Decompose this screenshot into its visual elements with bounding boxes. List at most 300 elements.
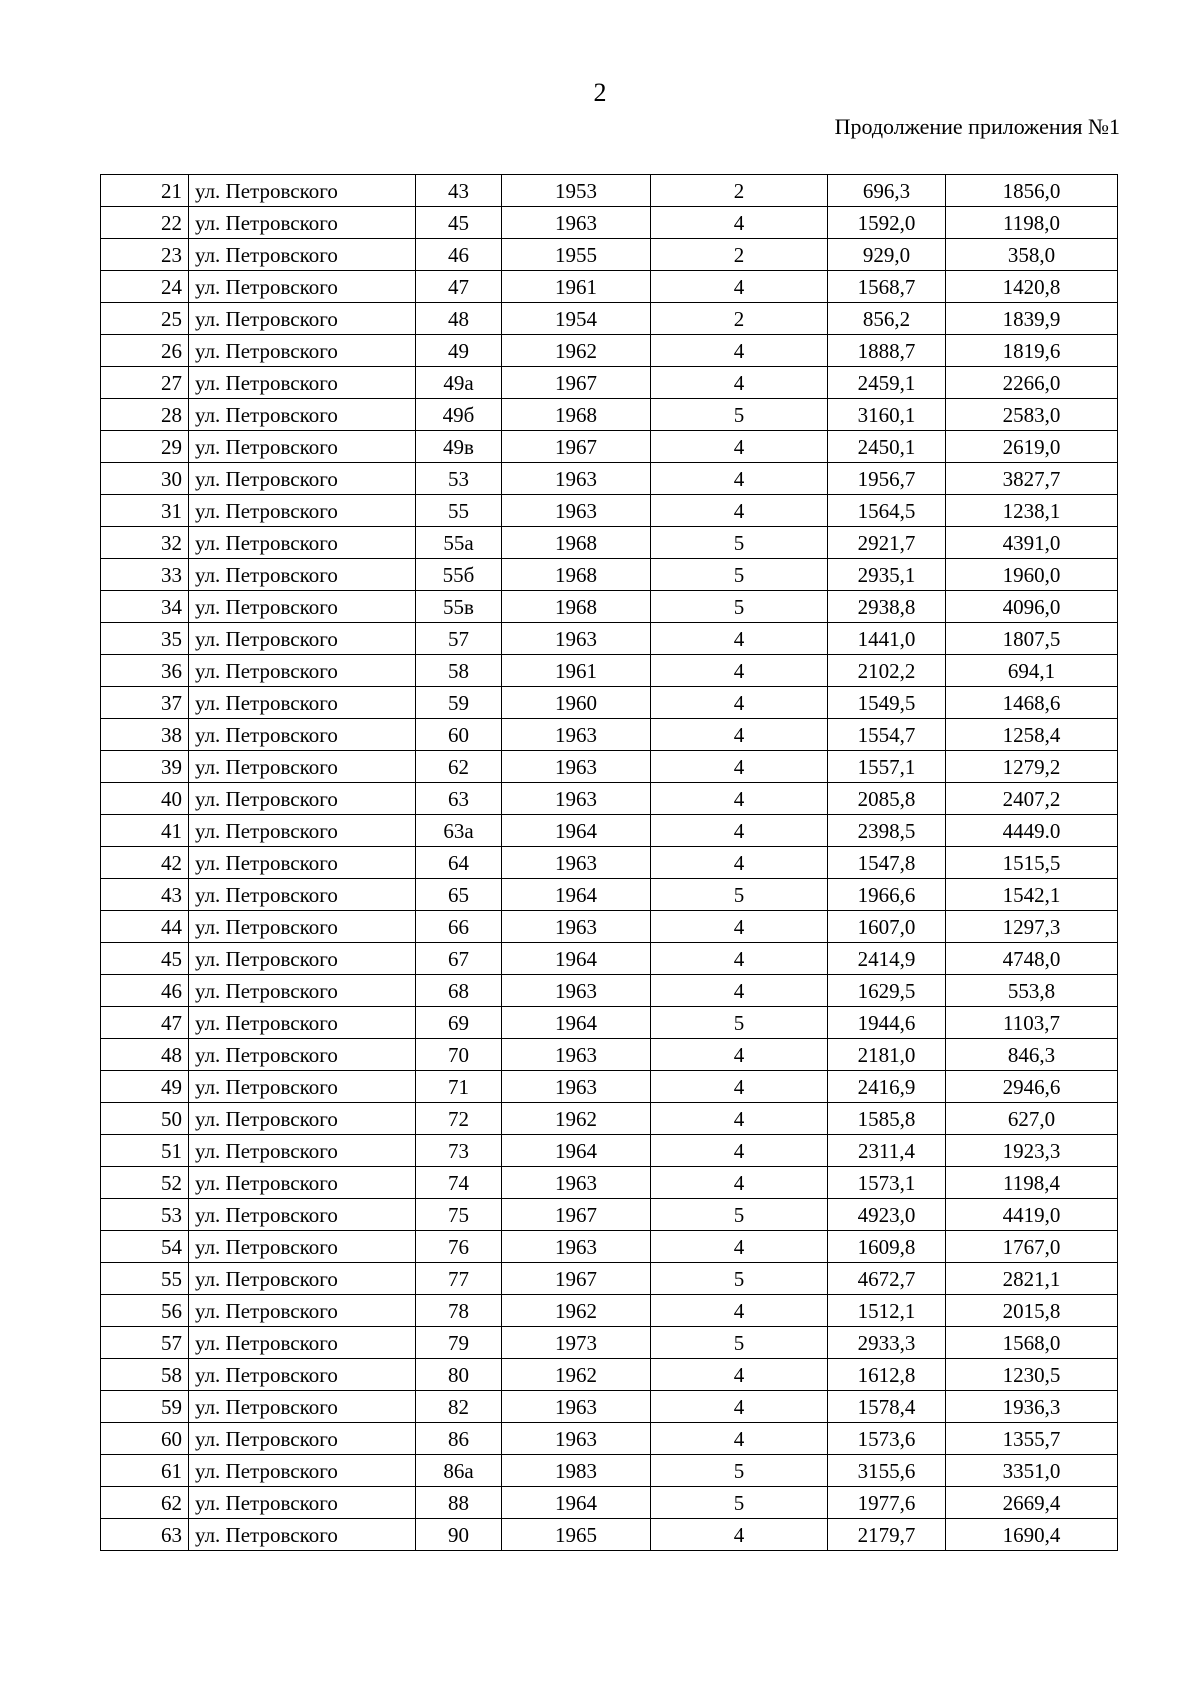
- table-row: [101, 1295, 1118, 1327]
- floor-count-cell: 4: [651, 975, 828, 1007]
- building-area-cell: 3155,6: [828, 1455, 946, 1487]
- house-number-cell: 49в: [416, 431, 502, 463]
- floor-count-cell: 4: [651, 623, 828, 655]
- floor-count-cell: 2: [651, 303, 828, 335]
- building-area-cell: 1607,0: [828, 911, 946, 943]
- house-number-cell: 53: [416, 463, 502, 495]
- street-name-cell: ул. Петровского: [189, 463, 416, 495]
- land-area-cell: 3351,0: [946, 1455, 1118, 1487]
- house-number-cell: 66: [416, 911, 502, 943]
- house-number-cell: 58: [416, 655, 502, 687]
- table-row: [101, 335, 1118, 367]
- street-name-cell: ул. Петровского: [189, 879, 416, 911]
- street-name-cell: ул. Петровского: [189, 1103, 416, 1135]
- land-area-cell: 1936,3: [946, 1391, 1118, 1423]
- street-name-cell: ул. Петровского: [189, 271, 416, 303]
- house-number-cell: 69: [416, 1007, 502, 1039]
- table-row: [101, 1455, 1118, 1487]
- house-number-cell: 43: [416, 175, 502, 207]
- land-area-cell: 358,0: [946, 239, 1118, 271]
- floor-count-cell: 5: [651, 1455, 828, 1487]
- row-number-cell: 40: [101, 783, 189, 815]
- row-number-cell: 48: [101, 1039, 189, 1071]
- row-number-cell: 49: [101, 1071, 189, 1103]
- street-name-cell: ул. Петровского: [189, 1391, 416, 1423]
- row-number-cell: 25: [101, 303, 189, 335]
- row-number-cell: 28: [101, 399, 189, 431]
- floor-count-cell: 4: [651, 1135, 828, 1167]
- table-row: [101, 1423, 1118, 1455]
- house-number-cell: 63а: [416, 815, 502, 847]
- floor-count-cell: 4: [651, 1071, 828, 1103]
- table-row: [101, 1263, 1118, 1295]
- land-area-cell: 4748,0: [946, 943, 1118, 975]
- house-number-cell: 49: [416, 335, 502, 367]
- construction-year-cell: 1964: [502, 1007, 651, 1039]
- land-area-cell: 1960,0: [946, 559, 1118, 591]
- table-row: [101, 1391, 1118, 1423]
- building-area-cell: 1612,8: [828, 1359, 946, 1391]
- row-number-cell: 31: [101, 495, 189, 527]
- land-area-cell: 1103,7: [946, 1007, 1118, 1039]
- floor-count-cell: 4: [651, 1231, 828, 1263]
- construction-year-cell: 1963: [502, 463, 651, 495]
- table-row: [101, 623, 1118, 655]
- table-row: [101, 1167, 1118, 1199]
- floor-count-cell: 4: [651, 783, 828, 815]
- table-row: [101, 175, 1118, 207]
- row-number-cell: 33: [101, 559, 189, 591]
- land-area-cell: 4391,0: [946, 527, 1118, 559]
- table-row: [101, 463, 1118, 495]
- building-area-cell: 1564,5: [828, 495, 946, 527]
- street-name-cell: ул. Петровского: [189, 1327, 416, 1359]
- table-row: [101, 1135, 1118, 1167]
- floor-count-cell: 4: [651, 655, 828, 687]
- floor-count-cell: 4: [651, 1103, 828, 1135]
- construction-year-cell: 1963: [502, 1167, 651, 1199]
- building-area-cell: 1549,5: [828, 687, 946, 719]
- building-area-cell: 4923,0: [828, 1199, 946, 1231]
- house-number-cell: 86: [416, 1423, 502, 1455]
- house-number-cell: 59: [416, 687, 502, 719]
- street-name-cell: ул. Петровского: [189, 495, 416, 527]
- building-area-cell: 2459,1: [828, 367, 946, 399]
- construction-year-cell: 1963: [502, 623, 651, 655]
- table-row: [101, 367, 1118, 399]
- building-area-cell: 1956,7: [828, 463, 946, 495]
- land-area-cell: 1568,0: [946, 1327, 1118, 1359]
- construction-year-cell: 1964: [502, 879, 651, 911]
- land-area-cell: 1279,2: [946, 751, 1118, 783]
- construction-year-cell: 1964: [502, 1487, 651, 1519]
- construction-year-cell: 1963: [502, 207, 651, 239]
- street-name-cell: ул. Петровского: [189, 1135, 416, 1167]
- land-area-cell: 2821,1: [946, 1263, 1118, 1295]
- construction-year-cell: 1961: [502, 271, 651, 303]
- building-area-cell: 2935,1: [828, 559, 946, 591]
- row-number-cell: 34: [101, 591, 189, 623]
- building-area-cell: 1557,1: [828, 751, 946, 783]
- house-number-cell: 76: [416, 1231, 502, 1263]
- table-row: [101, 559, 1118, 591]
- row-number-cell: 41: [101, 815, 189, 847]
- row-number-cell: 22: [101, 207, 189, 239]
- floor-count-cell: 4: [651, 207, 828, 239]
- building-area-cell: 1554,7: [828, 719, 946, 751]
- floor-count-cell: 4: [651, 943, 828, 975]
- street-name-cell: ул. Петровского: [189, 591, 416, 623]
- construction-year-cell: 1964: [502, 815, 651, 847]
- house-number-cell: 48: [416, 303, 502, 335]
- street-name-cell: ул. Петровского: [189, 815, 416, 847]
- construction-year-cell: 1967: [502, 1263, 651, 1295]
- street-name-cell: ул. Петровского: [189, 1263, 416, 1295]
- house-number-cell: 55а: [416, 527, 502, 559]
- table-row: [101, 943, 1118, 975]
- street-name-cell: ул. Петровского: [189, 1519, 416, 1551]
- land-area-cell: 1690,4: [946, 1519, 1118, 1551]
- floor-count-cell: 2: [651, 239, 828, 271]
- construction-year-cell: 1963: [502, 1231, 651, 1263]
- table-row: [101, 431, 1118, 463]
- street-name-cell: ул. Петровского: [189, 367, 416, 399]
- land-area-cell: 2407,2: [946, 783, 1118, 815]
- land-area-cell: 1355,7: [946, 1423, 1118, 1455]
- street-name-cell: ул. Петровского: [189, 1039, 416, 1071]
- building-area-cell: 1592,0: [828, 207, 946, 239]
- house-number-cell: 67: [416, 943, 502, 975]
- table-row: [101, 239, 1118, 271]
- land-area-cell: 1923,3: [946, 1135, 1118, 1167]
- construction-year-cell: 1962: [502, 1295, 651, 1327]
- table-row: [101, 527, 1118, 559]
- building-area-cell: 1977,6: [828, 1487, 946, 1519]
- land-area-cell: 2583,0: [946, 399, 1118, 431]
- construction-year-cell: 1961: [502, 655, 651, 687]
- row-number-cell: 62: [101, 1487, 189, 1519]
- house-number-cell: 86а: [416, 1455, 502, 1487]
- row-number-cell: 38: [101, 719, 189, 751]
- house-number-cell: 55: [416, 495, 502, 527]
- row-number-cell: 52: [101, 1167, 189, 1199]
- construction-year-cell: 1967: [502, 431, 651, 463]
- floor-count-cell: 5: [651, 559, 828, 591]
- construction-year-cell: 1963: [502, 1039, 651, 1071]
- street-name-cell: ул. Петровского: [189, 1199, 416, 1231]
- street-name-cell: ул. Петровского: [189, 975, 416, 1007]
- building-area-cell: 1441,0: [828, 623, 946, 655]
- building-area-cell: 2311,4: [828, 1135, 946, 1167]
- row-number-cell: 44: [101, 911, 189, 943]
- floor-count-cell: 4: [651, 751, 828, 783]
- table-row: [101, 1103, 1118, 1135]
- land-area-cell: 1542,1: [946, 879, 1118, 911]
- building-area-cell: 2181,0: [828, 1039, 946, 1071]
- floor-count-cell: 4: [651, 1359, 828, 1391]
- building-area-cell: 1512,1: [828, 1295, 946, 1327]
- building-area-cell: 696,3: [828, 175, 946, 207]
- floor-count-cell: 4: [651, 495, 828, 527]
- building-area-cell: 1568,7: [828, 271, 946, 303]
- building-area-cell: 2416,9: [828, 1071, 946, 1103]
- street-name-cell: ул. Петровского: [189, 239, 416, 271]
- construction-year-cell: 1953: [502, 175, 651, 207]
- land-area-cell: 4096,0: [946, 591, 1118, 623]
- house-number-cell: 46: [416, 239, 502, 271]
- floor-count-cell: 4: [651, 1295, 828, 1327]
- table-row: [101, 1519, 1118, 1551]
- building-area-cell: 2921,7: [828, 527, 946, 559]
- building-area-cell: 1585,8: [828, 1103, 946, 1135]
- house-number-cell: 70: [416, 1039, 502, 1071]
- construction-year-cell: 1963: [502, 847, 651, 879]
- house-number-cell: 62: [416, 751, 502, 783]
- house-number-cell: 64: [416, 847, 502, 879]
- floor-count-cell: 5: [651, 879, 828, 911]
- building-area-cell: 1888,7: [828, 335, 946, 367]
- table-row: [101, 1007, 1118, 1039]
- construction-year-cell: 1963: [502, 975, 651, 1007]
- table-row: [101, 303, 1118, 335]
- land-area-cell: 2266,0: [946, 367, 1118, 399]
- house-number-cell: 73: [416, 1135, 502, 1167]
- row-number-cell: 60: [101, 1423, 189, 1455]
- street-name-cell: ул. Петровского: [189, 559, 416, 591]
- street-name-cell: ул. Петровского: [189, 1007, 416, 1039]
- construction-year-cell: 1962: [502, 335, 651, 367]
- land-area-cell: 4449.0: [946, 815, 1118, 847]
- row-number-cell: 30: [101, 463, 189, 495]
- construction-year-cell: 1963: [502, 495, 651, 527]
- house-number-cell: 75: [416, 1199, 502, 1231]
- building-area-cell: 1966,6: [828, 879, 946, 911]
- building-area-cell: 2179,7: [828, 1519, 946, 1551]
- table-row: [101, 719, 1118, 751]
- building-area-cell: 1547,8: [828, 847, 946, 879]
- street-name-cell: ул. Петровского: [189, 1295, 416, 1327]
- building-area-cell: 1609,8: [828, 1231, 946, 1263]
- table-row: [101, 751, 1118, 783]
- construction-year-cell: 1963: [502, 1391, 651, 1423]
- floor-count-cell: 5: [651, 1007, 828, 1039]
- street-name-cell: ул. Петровского: [189, 1167, 416, 1199]
- construction-year-cell: 1964: [502, 943, 651, 975]
- floor-count-cell: 4: [651, 847, 828, 879]
- row-number-cell: 58: [101, 1359, 189, 1391]
- house-number-cell: 78: [416, 1295, 502, 1327]
- building-area-cell: 2414,9: [828, 943, 946, 975]
- construction-year-cell: 1960: [502, 687, 651, 719]
- house-number-cell: 47: [416, 271, 502, 303]
- floor-count-cell: 4: [651, 1519, 828, 1551]
- construction-year-cell: 1963: [502, 911, 651, 943]
- house-number-cell: 65: [416, 879, 502, 911]
- street-name-cell: ул. Петровского: [189, 335, 416, 367]
- floor-count-cell: 5: [651, 1327, 828, 1359]
- land-area-cell: 4419,0: [946, 1199, 1118, 1231]
- construction-year-cell: 1963: [502, 751, 651, 783]
- row-number-cell: 56: [101, 1295, 189, 1327]
- building-area-cell: 2102,2: [828, 655, 946, 687]
- street-name-cell: ул. Петровского: [189, 943, 416, 975]
- floor-count-cell: 4: [651, 335, 828, 367]
- land-area-cell: 1819,6: [946, 335, 1118, 367]
- street-name-cell: ул. Петровского: [189, 1231, 416, 1263]
- construction-year-cell: 1955: [502, 239, 651, 271]
- house-number-cell: 74: [416, 1167, 502, 1199]
- land-area-cell: 2015,8: [946, 1295, 1118, 1327]
- building-area-cell: 1629,5: [828, 975, 946, 1007]
- land-area-cell: 694,1: [946, 655, 1118, 687]
- house-number-cell: 71: [416, 1071, 502, 1103]
- street-name-cell: ул. Петровского: [189, 431, 416, 463]
- construction-year-cell: 1963: [502, 719, 651, 751]
- row-number-cell: 27: [101, 367, 189, 399]
- table-row: [101, 1071, 1118, 1103]
- building-area-cell: 2398,5: [828, 815, 946, 847]
- registry-body: [101, 175, 1118, 1551]
- row-number-cell: 51: [101, 1135, 189, 1167]
- street-name-cell: ул. Петровского: [189, 719, 416, 751]
- table-row: [101, 783, 1118, 815]
- construction-year-cell: 1983: [502, 1455, 651, 1487]
- construction-year-cell: 1973: [502, 1327, 651, 1359]
- land-area-cell: 2669,4: [946, 1487, 1118, 1519]
- floor-count-cell: 5: [651, 527, 828, 559]
- land-area-cell: 2619,0: [946, 431, 1118, 463]
- street-name-cell: ул. Петровского: [189, 847, 416, 879]
- house-number-cell: 60: [416, 719, 502, 751]
- street-name-cell: ул. Петровского: [189, 1455, 416, 1487]
- construction-year-cell: 1968: [502, 399, 651, 431]
- row-number-cell: 57: [101, 1327, 189, 1359]
- floor-count-cell: 4: [651, 911, 828, 943]
- floor-count-cell: 4: [651, 815, 828, 847]
- land-area-cell: 1468,6: [946, 687, 1118, 719]
- house-number-cell: 72: [416, 1103, 502, 1135]
- land-area-cell: 1515,5: [946, 847, 1118, 879]
- floor-count-cell: 5: [651, 399, 828, 431]
- page-number: 2: [593, 78, 607, 107]
- house-number-cell: 90: [416, 1519, 502, 1551]
- house-number-cell: 55в: [416, 591, 502, 623]
- street-name-cell: ул. Петровского: [189, 1359, 416, 1391]
- house-number-cell: 45: [416, 207, 502, 239]
- table-row: [101, 911, 1118, 943]
- building-area-cell: 1573,1: [828, 1167, 946, 1199]
- construction-year-cell: 1963: [502, 1423, 651, 1455]
- floor-count-cell: 4: [651, 367, 828, 399]
- street-name-cell: ул. Петровского: [189, 527, 416, 559]
- row-number-cell: 50: [101, 1103, 189, 1135]
- building-area-cell: 2450,1: [828, 431, 946, 463]
- land-area-cell: 3827,7: [946, 463, 1118, 495]
- construction-year-cell: 1967: [502, 1199, 651, 1231]
- street-name-cell: ул. Петровского: [189, 751, 416, 783]
- table-row: [101, 1231, 1118, 1263]
- floor-count-cell: 4: [651, 1391, 828, 1423]
- construction-year-cell: 1968: [502, 591, 651, 623]
- table-row: [101, 847, 1118, 879]
- row-number-cell: 39: [101, 751, 189, 783]
- building-area-cell: 856,2: [828, 303, 946, 335]
- floor-count-cell: 5: [651, 1199, 828, 1231]
- row-number-cell: 47: [101, 1007, 189, 1039]
- street-name-cell: ул. Петровского: [189, 1071, 416, 1103]
- row-number-cell: 37: [101, 687, 189, 719]
- row-number-cell: 61: [101, 1455, 189, 1487]
- floor-count-cell: 4: [651, 719, 828, 751]
- table-row: [101, 1327, 1118, 1359]
- building-area-cell: 2933,3: [828, 1327, 946, 1359]
- table-row: [101, 1199, 1118, 1231]
- table-row: [101, 879, 1118, 911]
- land-area-cell: 1258,4: [946, 719, 1118, 751]
- annex-caption: Продолжение приложения №1: [834, 114, 1120, 139]
- row-number-cell: 21: [101, 175, 189, 207]
- land-area-cell: 1297,3: [946, 911, 1118, 943]
- construction-year-cell: 1968: [502, 559, 651, 591]
- floor-count-cell: 4: [651, 1423, 828, 1455]
- floor-count-cell: 4: [651, 687, 828, 719]
- house-number-cell: 80: [416, 1359, 502, 1391]
- house-number-cell: 63: [416, 783, 502, 815]
- street-name-cell: ул. Петровского: [189, 399, 416, 431]
- row-number-cell: 63: [101, 1519, 189, 1551]
- floor-count-cell: 4: [651, 463, 828, 495]
- street-name-cell: ул. Петровского: [189, 655, 416, 687]
- land-area-cell: 2946,6: [946, 1071, 1118, 1103]
- land-area-cell: 1839,9: [946, 303, 1118, 335]
- house-number-cell: 57: [416, 623, 502, 655]
- building-area-cell: 2938,8: [828, 591, 946, 623]
- construction-year-cell: 1967: [502, 367, 651, 399]
- row-number-cell: 54: [101, 1231, 189, 1263]
- house-number-cell: 88: [416, 1487, 502, 1519]
- land-area-cell: 627,0: [946, 1103, 1118, 1135]
- construction-year-cell: 1965: [502, 1519, 651, 1551]
- table-row: [101, 207, 1118, 239]
- floor-count-cell: 4: [651, 271, 828, 303]
- floor-count-cell: 2: [651, 175, 828, 207]
- house-number-cell: 77: [416, 1263, 502, 1295]
- land-area-cell: 1238,1: [946, 495, 1118, 527]
- land-area-cell: 1230,5: [946, 1359, 1118, 1391]
- row-number-cell: 32: [101, 527, 189, 559]
- table-row: [101, 687, 1118, 719]
- table-row: [101, 271, 1118, 303]
- row-number-cell: 36: [101, 655, 189, 687]
- building-area-cell: 1578,4: [828, 1391, 946, 1423]
- row-number-cell: 46: [101, 975, 189, 1007]
- row-number-cell: 59: [101, 1391, 189, 1423]
- street-name-cell: ул. Петровского: [189, 303, 416, 335]
- street-name-cell: ул. Петровского: [189, 623, 416, 655]
- floor-count-cell: 4: [651, 431, 828, 463]
- building-area-cell: 4672,7: [828, 1263, 946, 1295]
- table-row: [101, 591, 1118, 623]
- house-number-cell: 68: [416, 975, 502, 1007]
- construction-year-cell: 1968: [502, 527, 651, 559]
- row-number-cell: 29: [101, 431, 189, 463]
- street-name-cell: ул. Петровского: [189, 175, 416, 207]
- street-name-cell: ул. Петровского: [189, 1423, 416, 1455]
- table-row: [101, 1039, 1118, 1071]
- house-number-cell: 79: [416, 1327, 502, 1359]
- land-area-cell: 1807,5: [946, 623, 1118, 655]
- floor-count-cell: 5: [651, 591, 828, 623]
